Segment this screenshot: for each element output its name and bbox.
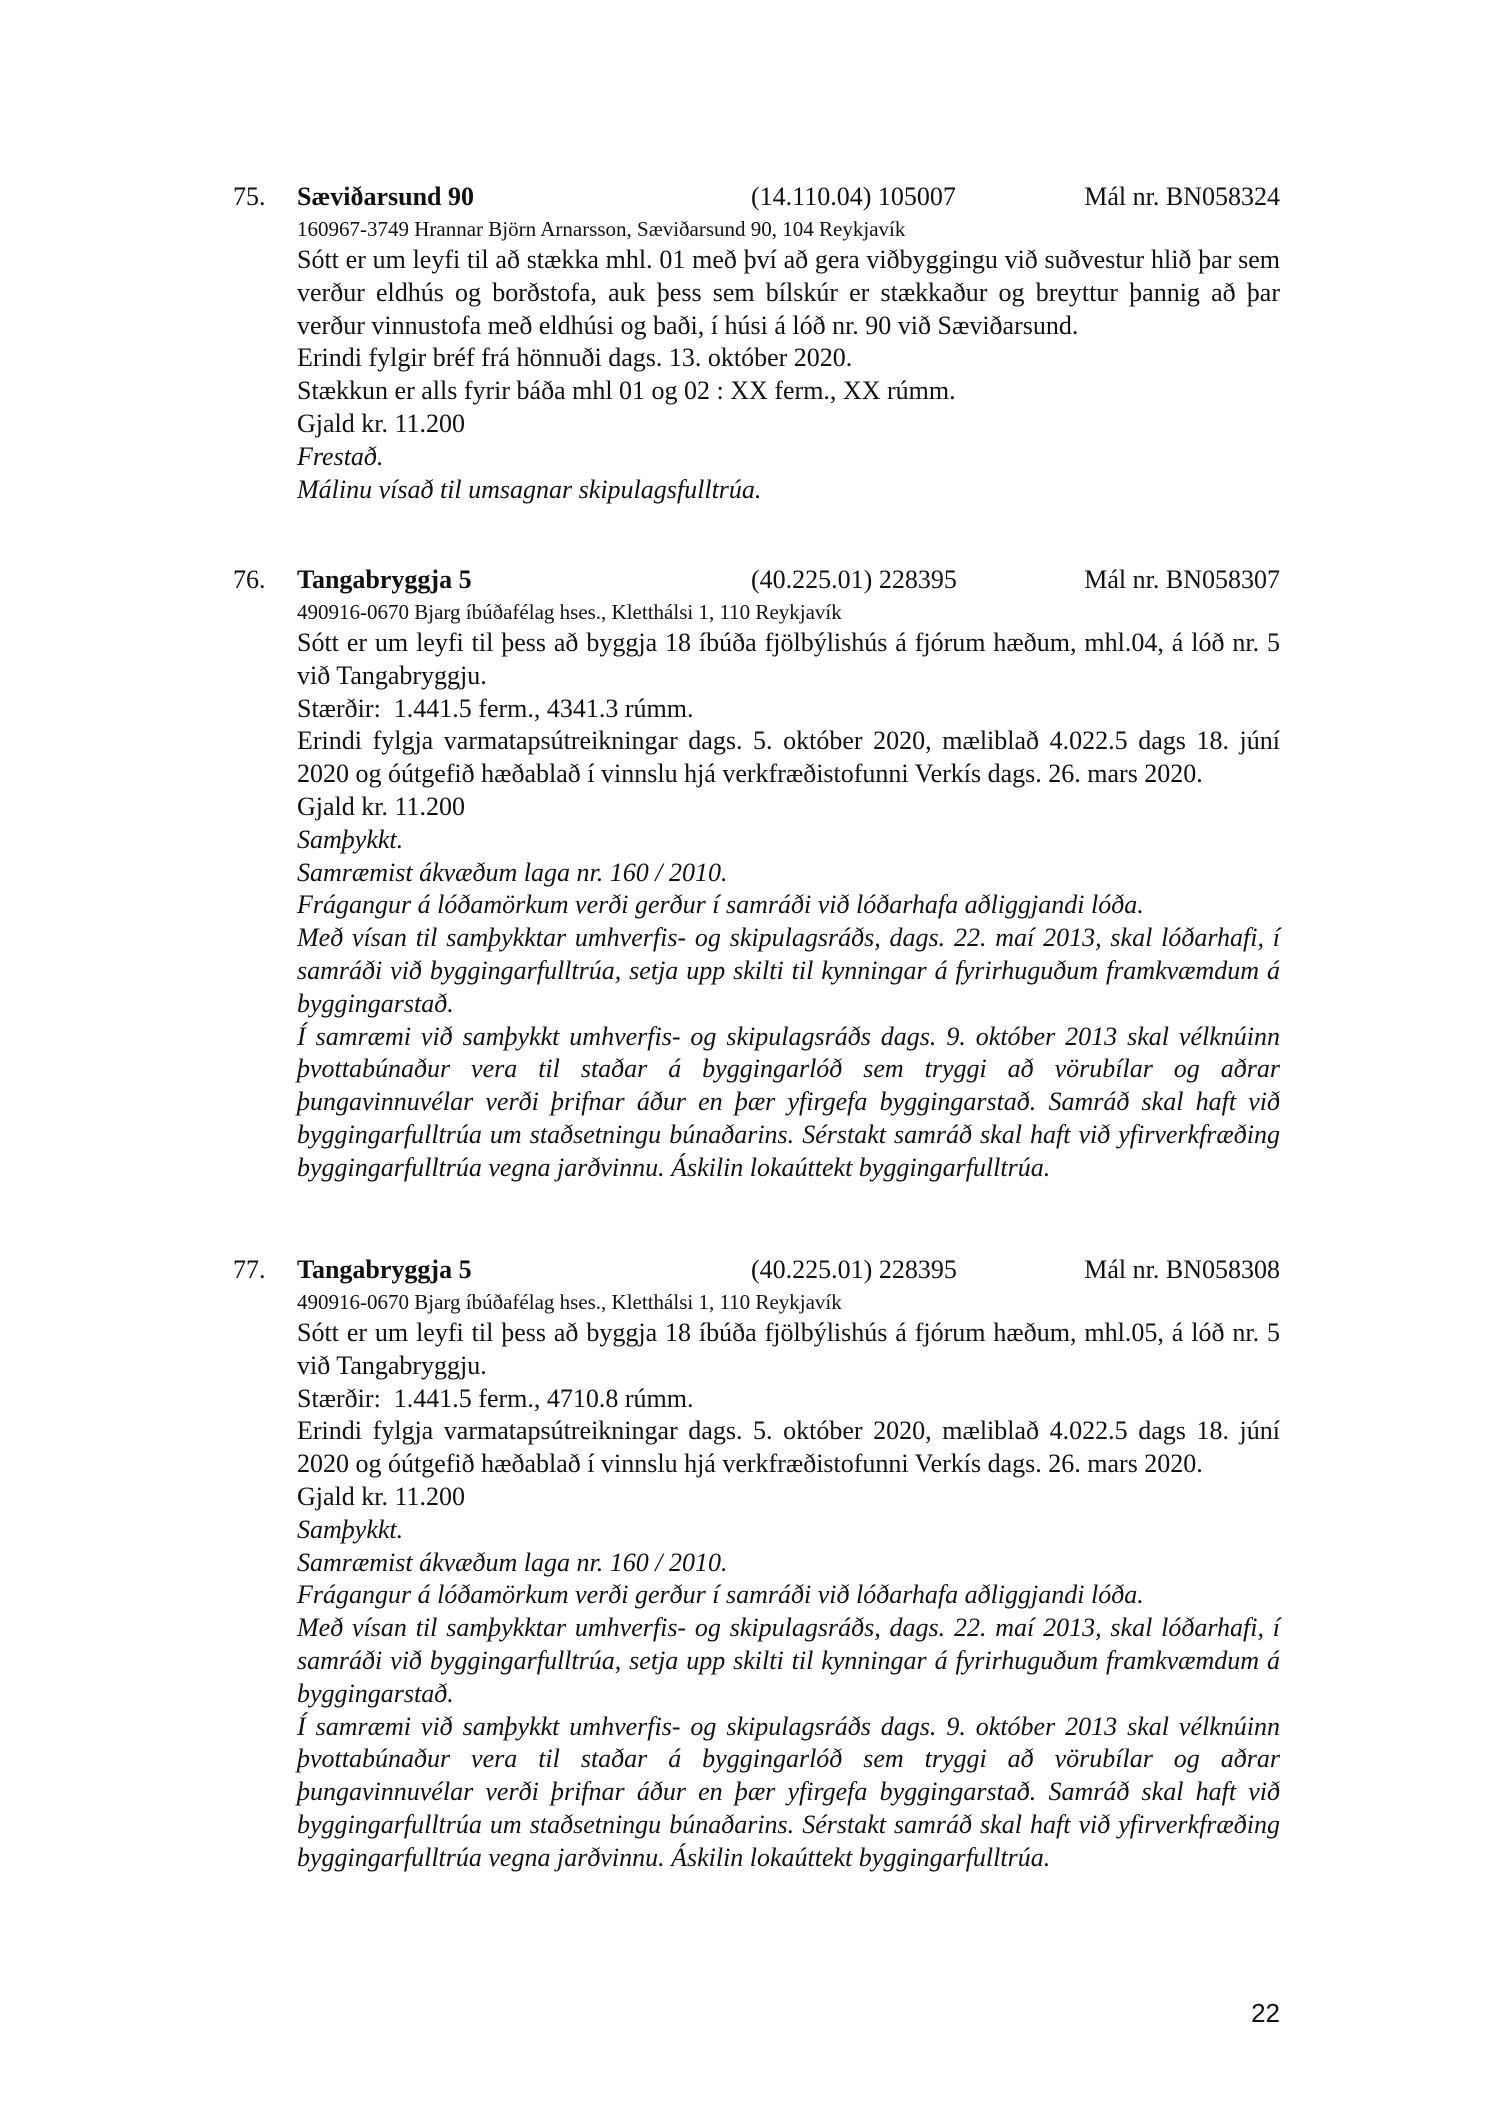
case-note: Í samræmi við samþykkt umhverfis- og skipulagsráðs dags. 9. október 2013 skal vélknúinn þvottabúnaður vera til staðar á byggingarlóð sem tryggi að vörubílar og aðrar þungavinnuvélar verði þrifnar áður en þær yfirgefa byggingarstað. Samráð skal haft við byggingarfulltrúa um staðsetningu búnaðarins. Sérstakt samráð skal haft við yfirverkfræðing byggingarfulltrúa vegna jarðvinnu. Áskilin lokaúttekt byggingarfulltrúa. [297, 1711, 1280, 1872]
case-gjald: Gjald kr. 11.200 [297, 1481, 466, 1511]
case-number: 77. [233, 1255, 266, 1284]
case-header [233, 182, 1280, 216]
page-number: 22 [1251, 1998, 1280, 2028]
case-extra: Stækkun er alls fyrir báða mhl 01 og 02 : XX ferm., XX rúmm. [297, 376, 956, 406]
case-address: Sæviðarsund 90 [297, 182, 474, 211]
case-gjald: Gjald kr. 11.200 [297, 408, 466, 438]
case-note: Með vísan til samþykktar umhverfis- og skipulagsráðs, dags. 22. maí 2013, skal lóðarhafi, í samráði við byggingarfulltrúa, setja upp skilti til kynningar á fyrirhuguðum framkvæmdum á byggingarstað. [297, 1613, 1280, 1708]
case-description: Sótt er um leyfi til þess að byggja 18 íbúða fjölbýlishús á fjórum hæðum, mhl.04, á lóð nr. 5 við Tangabryggju. [297, 628, 1280, 690]
case-note: Frágangur á lóðamörkum verði gerður í samráði við lóðarhafa aðliggjandi lóða. [297, 1580, 1144, 1610]
case-description: Sótt er um leyfi til þess að byggja 18 íbúða fjölbýlishús á fjórum hæðum, mhl.05, á lóð nr. 5 við Tangabryggju. [297, 1318, 1280, 1380]
case-address: Tangabryggja 5 [297, 565, 472, 594]
case-note: Samræmist ákvæðum laga nr. 160 / 2010. [297, 857, 728, 887]
case-decision: Samþykkt. [297, 824, 404, 854]
case-header [233, 565, 1280, 599]
case-staerdir: Stærðir: 1.441.5 ferm., 4710.8 rúmm. [297, 1383, 694, 1413]
case-number: 76. [233, 565, 266, 594]
case-address: Tangabryggja 5 [297, 1255, 472, 1284]
case-note: Frágangur á lóðamörkum verði gerður í samráði við lóðarhafa aðliggjandi lóða. [297, 890, 1144, 920]
case-applicant: 490916-0670 Bjarg íbúðafélag hses., Kletthálsi 1, 110 Reykjavík [297, 600, 842, 624]
case-gjald: Gjald kr. 11.200 [297, 791, 466, 821]
case-note: Samræmist ákvæðum laga nr. 160 / 2010. [297, 1547, 728, 1577]
case-erindi: Erindi fylgir bréf frá hönnuði dags. 13. október 2020. [297, 343, 853, 373]
case-erindi: Erindi fylgja varmatapsútreikningar dags. 5. október 2020, mæliblað 4.022.5 dags 18. júní 2020 og óútgefið hæðablað í vinnslu hjá verkfræðistofunni Verkís dags. 26. mars 2020. [297, 726, 1280, 789]
case-applicant: 490916-0670 Bjarg íbúðafélag hses., Kletthálsi 1, 110 Reykjavík [297, 1290, 842, 1314]
case-header [233, 1255, 1280, 1289]
case-number: 75. [233, 182, 266, 211]
case-77 [233, 1255, 1280, 1875]
case-erindi: Erindi fylgja varmatapsútreikningar dags. 5. október 2020, mæliblað 4.022.5 dags 18. júní 2020 og óútgefið hæðablað í vinnslu hjá verkfræðistofunni Verkís dags. 26. mars 2020. [297, 1416, 1280, 1479]
case-decision: Samþykkt. [297, 1514, 404, 1544]
case-staerdir: Stærðir: 1.441.5 ferm., 4341.3 rúmm. [297, 693, 694, 723]
case-decision: Frestað. [297, 441, 384, 471]
case-landnr: (40.225.01) 228395 [751, 1255, 957, 1284]
case-landnr: (40.225.01) 228395 [751, 565, 957, 594]
case-note: Með vísan til samþykktar umhverfis- og skipulagsráðs, dags. 22. maí 2013, skal lóðarhafi, í samráði við byggingarfulltrúa, setja upp skilti til kynningar á fyrirhuguðum framkvæmdum á byggingarstað. [297, 923, 1280, 1018]
case-applicant: 160967-3749 Hrannar Björn Arnarsson, Sæviðarsund 90, 104 Reykjavík [297, 217, 906, 241]
case-decision-note: Málinu vísað til umsagnar skipulagsfulltrúa. [297, 474, 762, 504]
case-mal-number: Mál nr. BN058324 [1084, 182, 1280, 211]
case-landnr: (14.110.04) 105007 [751, 182, 956, 211]
case-note: Í samræmi við samþykkt umhverfis- og skipulagsráðs dags. 9. október 2013 skal vélknúinn þvottabúnaður vera til staðar á byggingarlóð sem tryggi að vörubílar og aðrar þungavinnuvélar verði þrifnar áður en þær yfirgefa byggingarstað. Samráð skal haft við byggingarfulltrúa um staðsetningu búnaðarins. Sérstakt samráð skal haft við yfirverkfræðing byggingarfulltrúa vegna jarðvinnu. Áskilin lokaúttekt byggingarfulltrúa. [297, 1021, 1280, 1182]
case-description: Sótt er um leyfi til að stækka mhl. 01 með því að gera viðbyggingu við suðvestur hlið þar sem verður eldhús og borðstofa, auk þess sem bílskúr er stækkaður og breyttur þannig að þar verður vinnustofa með eldhúsi og baði, í húsi á lóð nr. 90 við Sæviðarsund. [297, 245, 1280, 340]
case-mal-number: Mál nr. BN058308 [1084, 1255, 1280, 1284]
case-mal-number: Mál nr. BN058307 [1084, 565, 1280, 594]
case-75 [233, 182, 1280, 506]
case-76 [233, 565, 1280, 1185]
